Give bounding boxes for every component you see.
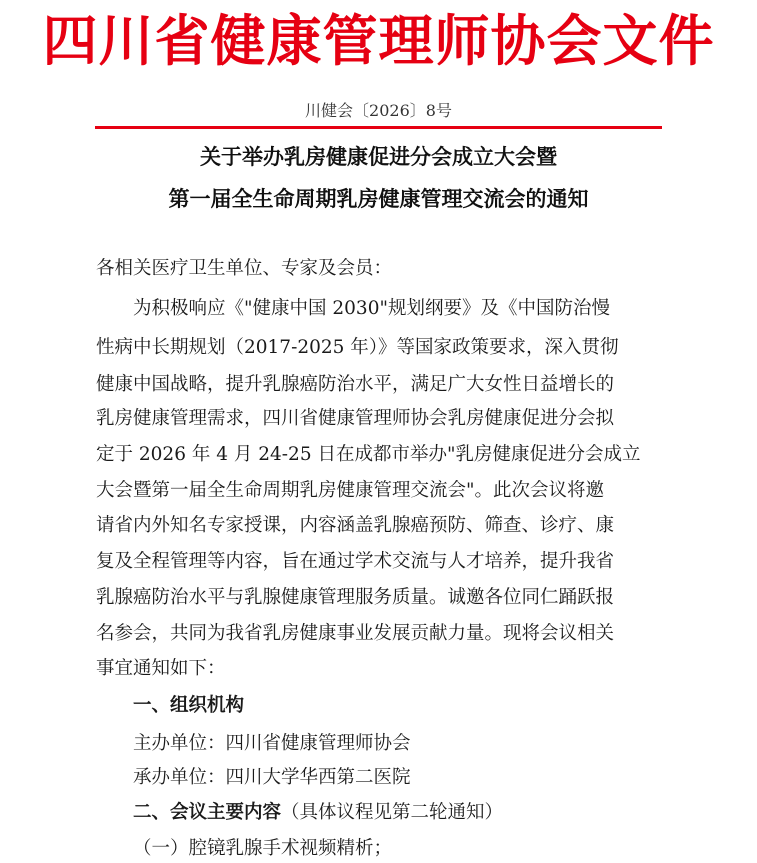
paragraph-line: 乳腺癌防治水平与乳腺健康管理服务质量。诚邀各位同仁踊跃报 <box>96 587 615 608</box>
section-heading-organization: 一、组织机构 <box>133 695 245 716</box>
paragraph-line: 事宜通知如下： <box>96 658 226 679</box>
section-heading-content: 二、会议主要内容 <box>133 802 282 823</box>
paragraph-line: 健康中国战略，提升乳腺癌防治水平，满足广大女性日益增长的 <box>96 374 615 395</box>
paragraph-line: 乳房健康管理需求，四川省健康管理师协会乳房健康促进分会拟 <box>96 408 615 429</box>
paragraph-line: 定于 2026 年 4 月 24-25 日在成都市举办"乳房健康促进分会成立 <box>96 444 641 465</box>
notice-title-line-2: 第一届全生命周期乳房健康管理交流会的通知 <box>168 186 589 211</box>
red-divider-line <box>95 126 662 129</box>
masthead-title: 四川省健康管理师协会文件 <box>42 9 715 73</box>
salutation: 各相关医疗卫生单位、专家及会员： <box>96 258 393 279</box>
paragraph-line: 复及全程管理等内容，旨在通过学术交流与人才培养，提升我省 <box>96 551 615 572</box>
content-item-1: （一）腔镜乳腺手术视频精析； <box>133 838 393 859</box>
section-heading-content-row <box>133 800 503 826</box>
organizer-line: 主办单位：四川省健康管理师协会 <box>133 733 411 754</box>
paragraph-line: 大会暨第一届全生命周期乳房健康管理交流会"。此次会议将邀 <box>96 480 605 501</box>
paragraph-line: 性病中长期规划（2017-2025 年）》等国家政策要求，深入贯彻 <box>96 337 619 358</box>
section-heading-note: （具体议程见第二轮通知） <box>281 802 504 823</box>
paragraph-line: 为积极响应《"健康中国 2030"规划纲要》及《中国防治慢 <box>133 298 610 319</box>
paragraph-line: 请省内外知名专家授课，内容涵盖乳腺癌预防、筛查、诊疗、康 <box>96 515 615 536</box>
paragraph-line: 名参会，共同为我省乳房健康事业发展贡献力量。现将会议相关 <box>96 623 615 644</box>
document-number: 川健会〔2026〕8号 <box>305 101 452 120</box>
co-organizer-line: 承办单位：四川大学华西第二医院 <box>133 767 411 788</box>
notice-title-line-1: 关于举办乳房健康促进分会成立大会暨 <box>200 144 557 169</box>
